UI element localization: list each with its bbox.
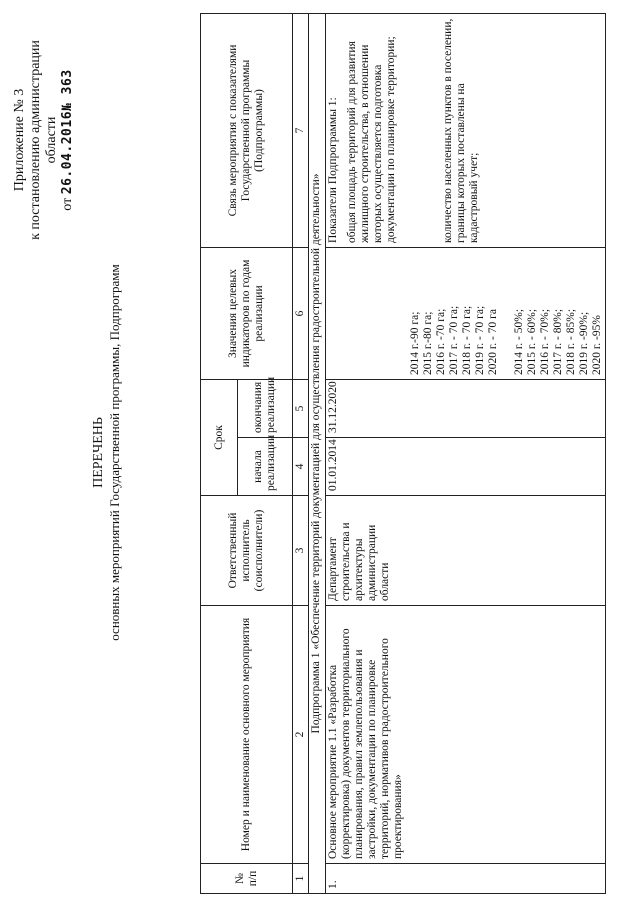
column-number: 5 — [293, 379, 309, 437]
subprogram-row — [309, 13, 326, 893]
header-term: Срок — [201, 379, 238, 495]
column-numbers-row — [293, 13, 309, 893]
measure-name: Основное мероприятие 1.1 «Разработка (корректировка) документов территориального планирования, правил землепользования и застройки, документации по планировке территорий, нормативов градостроительного проектирования» — [326, 606, 606, 864]
header-row — [201, 13, 238, 893]
column-number: 4 — [293, 438, 309, 496]
indicator-value: 2014 г. - 50%; — [513, 308, 525, 375]
link-header: Показатели Подпрограммы 1: — [327, 97, 339, 243]
measure-link — [326, 13, 606, 247]
indicator-value: 2020 г. -95% — [591, 315, 603, 375]
appendix-date-line — [60, 15, 76, 265]
indicator-value: 2014 г.-90 га; — [409, 311, 421, 375]
header-name: Номер и наименование основного мероприятия — [201, 606, 293, 864]
indicator-value: 2015 г.-80 га; — [422, 311, 434, 375]
header-num: № п/п — [201, 864, 293, 894]
indicator-value: 2017 г. - 70 га; — [448, 305, 460, 375]
row-number: 1. — [326, 864, 606, 894]
indicator-value: 2018 г. - 85%; — [565, 308, 577, 375]
date-prefix: от — [60, 197, 75, 211]
measure-end: 31.12.2020 — [326, 379, 606, 437]
table-row — [326, 13, 606, 893]
header-link: Связь мероприятия с показателями Государственной программы (Подпрограммы) — [201, 13, 293, 247]
header-start: начала реализации — [238, 438, 293, 496]
column-number: 1 — [293, 864, 309, 894]
subprogram-title: Подпрограмма 1 «Обеспечение территорий документацией для осуществления градостроительной деятельности» — [309, 13, 326, 893]
title-heading: ПЕРЕЧЕНЬ — [91, 417, 106, 488]
indicator-value: 2020 г. - 70 га — [487, 309, 499, 375]
link-indicator-area: общая площадь территорий для развития жилищного строительства, в отношении которых осуществляется подготовка документации по планировке территории; — [346, 36, 397, 243]
measure-start: 01.01.2014 — [326, 438, 606, 496]
appendix-header — [12, 15, 76, 265]
indicator-value: 2019 г. - 70 га; — [474, 305, 486, 375]
indicator-value: 2018 г. - 70 га; — [461, 305, 473, 375]
link-indicator-settlements: количество населенных пунктов в поселении, границы которых поставлены на кадастровый учет; — [442, 18, 480, 243]
handwritten-date: 26.04.2016 — [60, 110, 75, 195]
column-number: 3 — [293, 496, 309, 606]
measure-executor: Департамент строительства и архитектуры администрации области — [326, 496, 606, 606]
column-number: 2 — [293, 606, 309, 864]
indicator-value: 2019 г. -90%; — [578, 311, 590, 375]
header-indicators: Значения целевых индикаторов по годам реализации — [201, 247, 293, 379]
header-end: окончания реализации — [238, 379, 293, 437]
measure-indicators — [326, 247, 606, 379]
measures-table — [200, 13, 606, 894]
column-number: 7 — [293, 13, 309, 247]
document-title — [91, 0, 123, 905]
indicator-value: 2017 г. - 80%; — [552, 308, 564, 375]
indicator-value: 2016 г. -70 га; — [435, 308, 447, 375]
column-number: 6 — [293, 247, 309, 379]
header-executor: Ответственный исполнитель (соисполнители) — [201, 496, 293, 606]
appendix-reference: к постановлению администрации области — [28, 40, 59, 240]
title-subheading: основных мероприятий Государственной программы, Подпрограмм — [107, 264, 122, 641]
indicator-value: 2015 г. - 60%; — [526, 308, 538, 375]
appendix-number: Приложение № 3 — [12, 88, 27, 192]
indicator-value: 2016 г. - 70%; — [539, 308, 551, 375]
handwritten-number: № 363 — [60, 69, 75, 111]
